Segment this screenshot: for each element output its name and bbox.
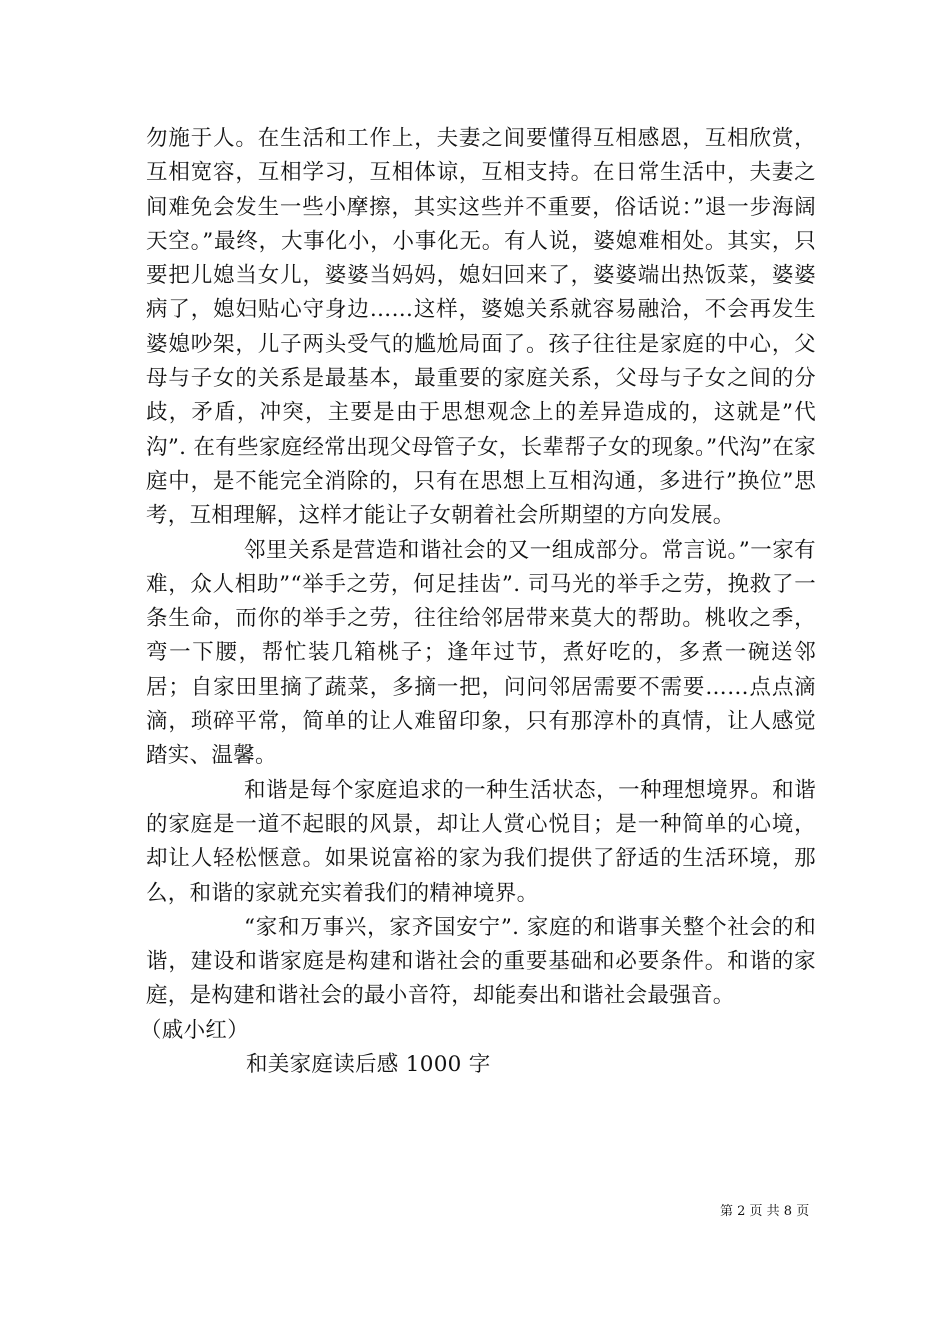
paragraph-harmony-state: 和谐是每个家庭追求的一种生活状态，一种理想境界。和谐的家庭是一道不起眼的风景，却让人赏心悦目；是一种简单的心境，却让人轻松惬意。如果说富裕的家为我们提供了舒适的生活环境，那么，和谐的家就充实着我们的精神境界。 (146, 777, 816, 906)
author-signature: （戚小红） (140, 1017, 250, 1043)
paragraph-harmony-society: “家和万事兴，家齐国安宁”. 家庭的和谐事关整个社会的和谐，建设和谐家庭是构建和谐社会的重要基础和必要条件。和谐的家庭，是构建和谐社会的最小音符，却能奏出和谐社会最强音。 (146, 914, 816, 1009)
body-text (140, 122, 816, 1082)
paragraph-neighbor-relations: 邻里关系是营造和谐社会的又一组成部分。常言说。”一家有难，众人相助”“举手之劳，何足挂齿”. 司马光的举手之劳，挽救了一条生命，而你的举手之劳，往往给邻居带来莫大的帮助。桃收之季，弯一下腰，帮忙装几箱桃子；逢年过节，煮好吃的，多煮一碗送邻居；自家田里摘了蔬菜，多摘一把，问问邻居需要不需要……点点滴滴，琐碎平常，简单的让人难留印象，只有那淳朴的真情，让人感觉踏实、温馨。 (146, 537, 816, 769)
page-number: 第 2 页 共 8 页 (720, 1204, 810, 1219)
paragraph-family-relations: 勿施于人。在生活和工作上，夫妻之间要懂得互相感恩，互相欣赏，互相宽容，互相学习，互相体谅，互相支持。在日常生活中，夫妻之间难免会发生一些小摩擦，其实这些并不重要，俗话说：”退一步海阔天空。”最终，大事化小，小事化无。有人说，婆媳难相处。其实，只要把儿媳当女儿，婆婆当妈妈，媳妇回来了，婆婆端出热饭菜，婆婆病了，媳妇贴心守身边……这样，婆媳关系就容易融洽，不会再发生婆媳吵架，儿子两头受气的尴尬局面了。孩子往往是家庭的中心，父母与子女的关系是最基本，最重要的家庭关系，父母与子女之间的分歧，矛盾，冲突，主要是由于思想观念上的差异造成的，这就是”代沟”. 在有些家庭经常出现父母管子女，长辈帮子女的现象。”代沟”在家庭中，是不能完全消除的，只有在思想上互相沟通，多进行”换位”思考，互相理解，这样才能让子女朝着社会所期望的方向发展。 (146, 126, 816, 529)
section-subheading: 和美家庭读后感 1000 字 (246, 1052, 491, 1078)
